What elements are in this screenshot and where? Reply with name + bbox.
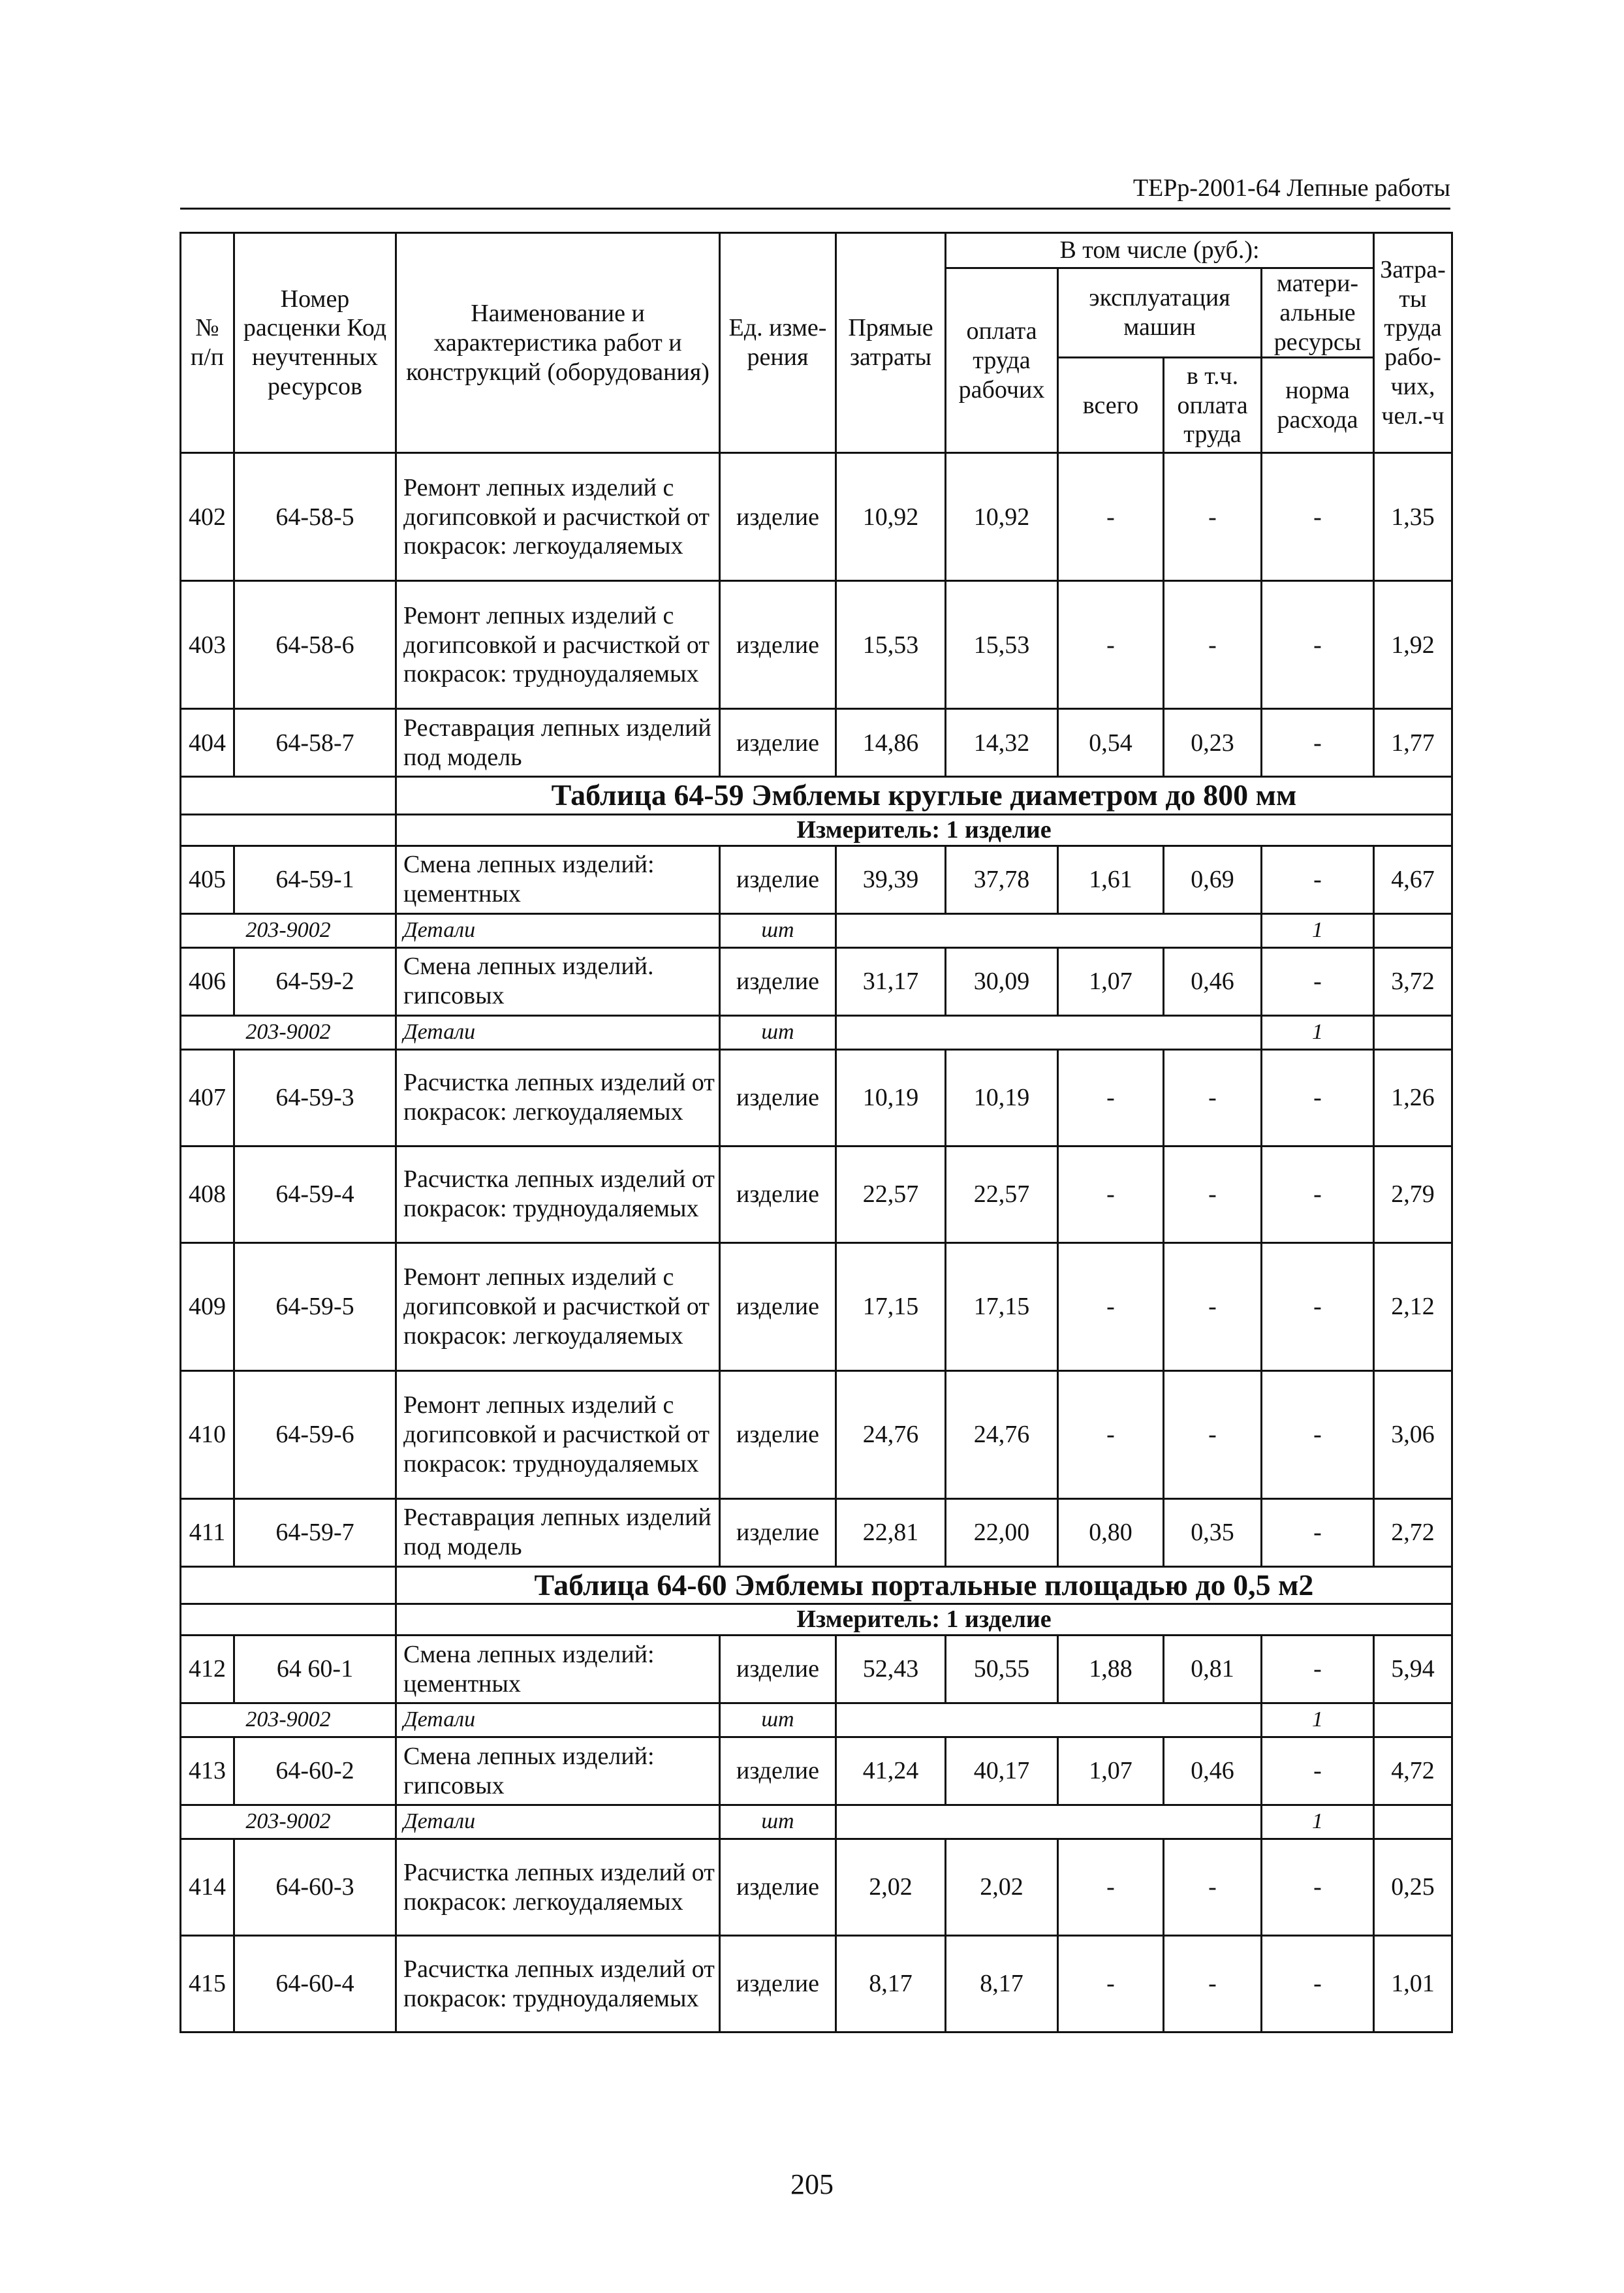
machines-labor: 0,23: [1164, 709, 1262, 777]
direct-cost: 10,19: [836, 1049, 946, 1146]
labor-pay: 15,53: [946, 581, 1058, 709]
labor-cost: 2,12: [1374, 1242, 1452, 1370]
work-name: Смена лепных изделий: цементных: [396, 1636, 720, 1703]
work-name: Реставрация лепных изделий под модель: [396, 709, 720, 777]
labor-pay: 30,09: [946, 947, 1058, 1015]
rate-code: 64-58-6: [234, 581, 396, 709]
direct-cost: 22,81: [836, 1498, 946, 1566]
row-number: 404: [181, 709, 234, 777]
col-header-including: В том числе (руб.):: [946, 233, 1374, 268]
col-header-machines-total: всего: [1058, 358, 1164, 453]
work-name: Ремонт лепных изделий с догипсовкой и расчисткой от покрасок: трудноудаляемых: [396, 1370, 720, 1498]
labor-cost: 1,77: [1374, 709, 1452, 777]
unit: изделие: [720, 947, 836, 1015]
table-row: [181, 1839, 1452, 1936]
direct-cost: 31,17: [836, 947, 946, 1015]
unit: изделие: [720, 1498, 836, 1566]
machines-labor: -: [1164, 1936, 1262, 2032]
table-row: [181, 581, 1452, 709]
section-measure-row: [181, 814, 1452, 846]
labor-pay: 22,00: [946, 1498, 1058, 1566]
row-number: 403: [181, 581, 234, 709]
machines-total: -: [1058, 581, 1164, 709]
resource-blank: [836, 1703, 1262, 1737]
materials-norm: -: [1262, 1936, 1374, 2032]
running-title: ТЕРр-2001-64 Лепные работы: [1132, 174, 1450, 202]
col-header-materials: матери-альные ресурсы: [1262, 268, 1374, 358]
unit: изделие: [720, 1146, 836, 1242]
unit: изделие: [720, 1049, 836, 1146]
col-header-labor-pay: оплата труда рабочих: [946, 268, 1058, 453]
direct-cost: 17,15: [836, 1242, 946, 1370]
machines-labor: 0,35: [1164, 1498, 1262, 1566]
labor-cost: 4,67: [1374, 846, 1452, 913]
col-header-materials-norm: норма расхода: [1262, 358, 1374, 453]
machines-labor: -: [1164, 1049, 1262, 1146]
table-row: [181, 1049, 1452, 1146]
labor-pay: 14,32: [946, 709, 1058, 777]
row-number: 408: [181, 1146, 234, 1242]
machines-total: -: [1058, 1370, 1164, 1498]
section-measure: Измеритель: 1 изделие: [396, 814, 1452, 846]
unit: изделие: [720, 1242, 836, 1370]
labor-pay: 22,57: [946, 1146, 1058, 1242]
labor-cost: 1,92: [1374, 581, 1452, 709]
section-spacer: [181, 777, 396, 814]
resource-norm: 1: [1262, 1805, 1374, 1839]
row-number: 407: [181, 1049, 234, 1146]
resource-norm: 1: [1262, 1703, 1374, 1737]
machines-total: 0,80: [1058, 1498, 1164, 1566]
rate-code: 64-58-7: [234, 709, 396, 777]
resource-blank-end: [1374, 1805, 1452, 1839]
machines-labor: 0,46: [1164, 1737, 1262, 1805]
unit: изделие: [720, 1370, 836, 1498]
row-number: 413: [181, 1737, 234, 1805]
materials-norm: -: [1262, 1242, 1374, 1370]
resource-blank: [836, 913, 1262, 947]
materials-norm: -: [1262, 1370, 1374, 1498]
resource-blank: [836, 1015, 1262, 1049]
resource-name: Детали: [396, 1805, 720, 1839]
table-row: [181, 1636, 1452, 1703]
resource-unit: шт: [720, 1015, 836, 1049]
work-name: Расчистка лепных изделий от покрасок: трудноудаляемых: [396, 1936, 720, 2032]
labor-cost: 1,01: [1374, 1936, 1452, 2032]
page-number: 205: [790, 2168, 834, 2200]
direct-cost: 24,76: [836, 1370, 946, 1498]
table-row: [181, 1737, 1452, 1805]
unit: изделие: [720, 709, 836, 777]
labor-cost: 0,25: [1374, 1839, 1452, 1936]
row-number: 411: [181, 1498, 234, 1566]
resource-norm: 1: [1262, 913, 1374, 947]
materials-norm: -: [1262, 947, 1374, 1015]
section-measure-row: [181, 1604, 1452, 1636]
table-row: [181, 1242, 1452, 1370]
labor-cost: 2,72: [1374, 1498, 1452, 1566]
machines-labor: -: [1164, 1370, 1262, 1498]
col-header-unit: Ед. изме-рения: [720, 233, 836, 453]
direct-cost: 2,02: [836, 1839, 946, 1936]
materials-norm: -: [1262, 846, 1374, 913]
machines-total: -: [1058, 1936, 1164, 2032]
work-name: Смена лепных изделий: гипсовых: [396, 1737, 720, 1805]
resource-row: [181, 913, 1452, 947]
direct-cost: 22,57: [836, 1146, 946, 1242]
labor-cost: 1,35: [1374, 453, 1452, 581]
row-number: 410: [181, 1370, 234, 1498]
rate-code: 64-59-6: [234, 1370, 396, 1498]
work-name: Расчистка лепных изделий от покрасок: легкоудаляемых: [396, 1839, 720, 1936]
direct-cost: 15,53: [836, 581, 946, 709]
resource-name: Детали: [396, 1015, 720, 1049]
resource-row: [181, 1015, 1452, 1049]
labor-cost: 2,79: [1374, 1146, 1452, 1242]
col-header-labor-cost: Затра-ты труда рабо-чих, чел.-ч: [1374, 233, 1452, 453]
machines-total: 1,88: [1058, 1636, 1164, 1703]
labor-cost: 1,26: [1374, 1049, 1452, 1146]
rate-code: 64-60-2: [234, 1737, 396, 1805]
work-name: Расчистка лепных изделий от покрасок: трудноудаляемых: [396, 1146, 720, 1242]
direct-cost: 41,24: [836, 1737, 946, 1805]
unit: изделие: [720, 846, 836, 913]
work-name: Расчистка лепных изделий от покрасок: легкоудаляемых: [396, 1049, 720, 1146]
rate-code: 64-59-3: [234, 1049, 396, 1146]
work-name: Ремонт лепных изделий с догипсовкой и расчисткой от покрасок: легкоудаляемых: [396, 1242, 720, 1370]
table-body: [181, 453, 1452, 2032]
work-name: Смена лепных изделий. гипсовых: [396, 947, 720, 1015]
resource-code: 203-9002: [181, 1703, 396, 1737]
section-measure: Измеритель: 1 изделие: [396, 1604, 1452, 1636]
table-row: [181, 709, 1452, 777]
materials-norm: -: [1262, 1146, 1374, 1242]
rate-code: 64 60-1: [234, 1636, 396, 1703]
labor-pay: 50,55: [946, 1636, 1058, 1703]
unit: изделие: [720, 1936, 836, 2032]
row-number: 412: [181, 1636, 234, 1703]
col-header-code: Номер расценки Код неучтенных ресурсов: [234, 233, 396, 453]
materials-norm: -: [1262, 581, 1374, 709]
machines-labor: -: [1164, 1242, 1262, 1370]
machines-labor: -: [1164, 1839, 1262, 1936]
col-header-name: Наименование и характеристика работ и конструкций (оборудования): [396, 233, 720, 453]
resource-unit: шт: [720, 1703, 836, 1737]
direct-cost: 14,86: [836, 709, 946, 777]
machines-labor: 0,46: [1164, 947, 1262, 1015]
machines-total: -: [1058, 1839, 1164, 1936]
resource-row: [181, 1703, 1452, 1737]
section-spacer: [181, 1604, 396, 1636]
materials-norm: -: [1262, 1498, 1374, 1566]
machines-labor: 0,69: [1164, 846, 1262, 913]
rate-code: 64-58-5: [234, 453, 396, 581]
section-spacer: [181, 1566, 396, 1604]
row-number: 409: [181, 1242, 234, 1370]
resource-name: Детали: [396, 913, 720, 947]
direct-cost: 8,17: [836, 1936, 946, 2032]
labor-cost: 3,72: [1374, 947, 1452, 1015]
col-header-machines: эксплуатация машин: [1058, 268, 1262, 358]
materials-norm: -: [1262, 1049, 1374, 1146]
labor-pay: 10,92: [946, 453, 1058, 581]
work-name: Ремонт лепных изделий с догипсовкой и расчисткой от покрасок: трудноудаляемых: [396, 581, 720, 709]
section-title-row: [181, 1566, 1452, 1604]
table-row: [181, 1146, 1452, 1242]
work-name: Реставрация лепных изделий под модель: [396, 1498, 720, 1566]
resource-unit: шт: [720, 913, 836, 947]
resource-norm: 1: [1262, 1015, 1374, 1049]
labor-pay: 24,76: [946, 1370, 1058, 1498]
section-title: Таблица 64-60 Эмблемы портальные площадью до 0,5 м2: [396, 1566, 1452, 1604]
materials-norm: -: [1262, 1636, 1374, 1703]
unit: изделие: [720, 1737, 836, 1805]
direct-cost: 39,39: [836, 846, 946, 913]
direct-cost: 52,43: [836, 1636, 946, 1703]
resource-name: Детали: [396, 1703, 720, 1737]
rates-table: [180, 232, 1453, 2033]
materials-norm: -: [1262, 453, 1374, 581]
labor-pay: 17,15: [946, 1242, 1058, 1370]
resource-blank-end: [1374, 913, 1452, 947]
table-row: [181, 453, 1452, 581]
rate-code: 64-60-4: [234, 1936, 396, 2032]
section-title: Таблица 64-59 Эмблемы круглые диаметром до 800 мм: [396, 777, 1452, 814]
direct-cost: 10,92: [836, 453, 946, 581]
section-title-row: [181, 777, 1452, 814]
resource-code: 203-9002: [181, 1015, 396, 1049]
table-row: [181, 947, 1452, 1015]
col-header-machines-labor: в т.ч. оплата труда: [1164, 358, 1262, 453]
unit: изделие: [720, 581, 836, 709]
row-number: 406: [181, 947, 234, 1015]
materials-norm: -: [1262, 709, 1374, 777]
table-row: [181, 1370, 1452, 1498]
labor-pay: 10,19: [946, 1049, 1058, 1146]
labor-pay: 8,17: [946, 1936, 1058, 2032]
table-row: [181, 846, 1452, 913]
resource-code: 203-9002: [181, 1805, 396, 1839]
labor-cost: 5,94: [1374, 1636, 1452, 1703]
machines-total: 1,07: [1058, 1737, 1164, 1805]
unit: изделие: [720, 453, 836, 581]
resource-unit: шт: [720, 1805, 836, 1839]
unit: изделие: [720, 1636, 836, 1703]
machines-total: -: [1058, 1242, 1164, 1370]
resource-blank-end: [1374, 1703, 1452, 1737]
running-header: [180, 171, 1450, 210]
col-header-direct: Прямые затраты: [836, 233, 946, 453]
rate-code: 64-60-3: [234, 1839, 396, 1936]
labor-pay: 2,02: [946, 1839, 1058, 1936]
row-number: 405: [181, 846, 234, 913]
materials-norm: -: [1262, 1737, 1374, 1805]
machines-total: -: [1058, 453, 1164, 581]
table-row: [181, 1498, 1452, 1566]
materials-norm: -: [1262, 1839, 1374, 1936]
machines-labor: -: [1164, 1146, 1262, 1242]
labor-cost: 4,72: [1374, 1737, 1452, 1805]
rate-code: 64-59-2: [234, 947, 396, 1015]
rate-code: 64-59-5: [234, 1242, 396, 1370]
unit: изделие: [720, 1839, 836, 1936]
resource-blank: [836, 1805, 1262, 1839]
machines-total: -: [1058, 1049, 1164, 1146]
machines-labor: -: [1164, 581, 1262, 709]
work-name: Смена лепных изделий: цементных: [396, 846, 720, 913]
resource-row: [181, 1805, 1452, 1839]
labor-pay: 37,78: [946, 846, 1058, 913]
section-spacer: [181, 814, 396, 846]
col-header-num: № п/п: [181, 233, 234, 453]
machines-total: 1,07: [1058, 947, 1164, 1015]
table-row: [181, 1936, 1452, 2032]
work-name: Ремонт лепных изделий с догипсовкой и расчисткой от покрасок: легкоудаляемых: [396, 453, 720, 581]
rate-code: 64-59-7: [234, 1498, 396, 1566]
rate-code: 64-59-4: [234, 1146, 396, 1242]
machines-labor: -: [1164, 453, 1262, 581]
machines-total: 1,61: [1058, 846, 1164, 913]
rate-code: 64-59-1: [234, 846, 396, 913]
labor-cost: 3,06: [1374, 1370, 1452, 1498]
resource-blank-end: [1374, 1015, 1452, 1049]
machines-total: -: [1058, 1146, 1164, 1242]
row-number: 414: [181, 1839, 234, 1936]
table-header: [181, 233, 1452, 453]
row-number: 415: [181, 1936, 234, 2032]
machines-labor: 0,81: [1164, 1636, 1262, 1703]
machines-total: 0,54: [1058, 709, 1164, 777]
row-number: 402: [181, 453, 234, 581]
labor-pay: 40,17: [946, 1737, 1058, 1805]
resource-code: 203-9002: [181, 913, 396, 947]
